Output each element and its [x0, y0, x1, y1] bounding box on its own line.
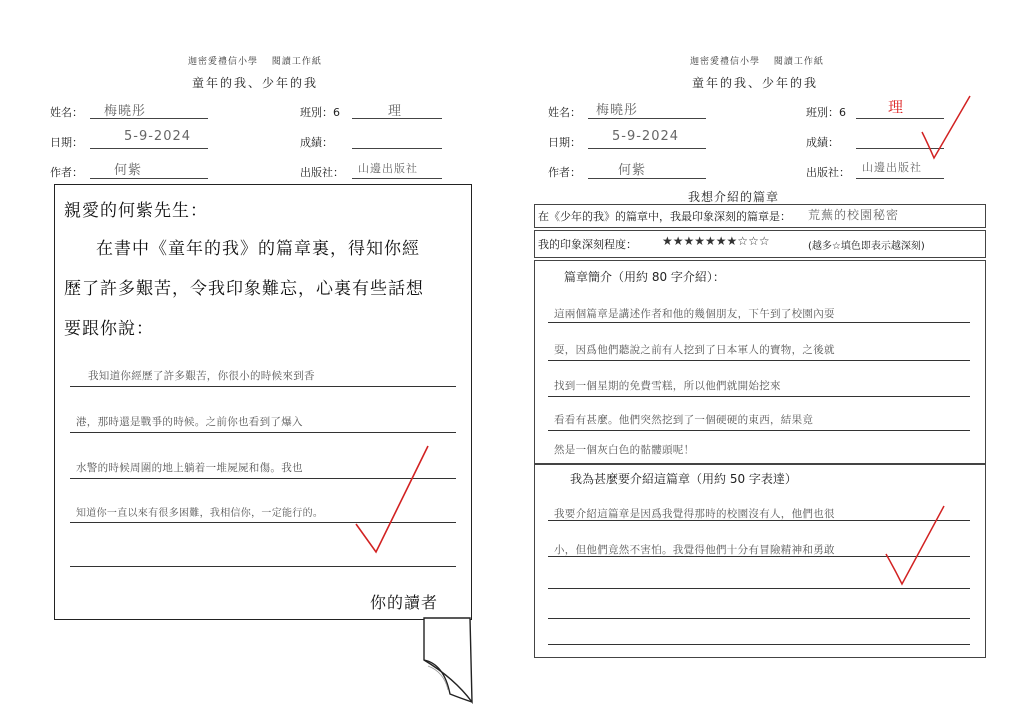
why-hand-line-1: 我要介紹這篇章是因爲我覺得那時的校園沒有人，他們也很 [554, 508, 835, 520]
letter-line-2: 歷了許多艱苦，令我印象難忘，心裏有些話想 [64, 279, 424, 299]
writing-line [548, 618, 970, 619]
author-value: 何紫 [114, 163, 143, 178]
right-worksheet [512, 0, 1024, 724]
impress-prompt: 在《少年的我》的篇章中，我最印象深刻的篇章是： [538, 210, 791, 223]
date-label: 日期： [50, 136, 83, 149]
intro-hand-line-2: 耍，因爲他們聽說之前有人挖到了日本軍人的寶物，之後就 [554, 344, 835, 356]
letter-line-3: 要跟你說： [64, 319, 154, 339]
hand-line-1: 我知道你經歷了許多艱苦，你很小的時候來到香 [88, 370, 315, 382]
author-line [588, 162, 706, 179]
teacher-check-mark-icon [350, 440, 440, 560]
publisher-value: 山邊出版社 [358, 162, 418, 175]
score-line [352, 132, 442, 149]
teacher-check-mark-icon [918, 92, 978, 172]
writing-line [70, 386, 456, 387]
writing-line [548, 430, 970, 431]
name-value: 梅曉彤 [596, 103, 639, 118]
class-value: 理 [888, 98, 904, 116]
name-label: 姓名： [50, 106, 83, 119]
class-label: 班別：6 [300, 106, 340, 119]
intro-label: 篇章簡介（用約 80 字介紹）： [564, 270, 725, 284]
date-value: 5-9-2024 [612, 129, 680, 144]
name-label: 姓名： [548, 106, 581, 119]
letter-signoff: 你的讀者 [370, 593, 439, 612]
school-header: 迦密愛禮信小學 閱讀工作紙 [690, 57, 824, 67]
hand-line-2: 港，那時還是戰爭的時候。之前你也看到了爆入 [76, 416, 303, 428]
letter-line-1: 在書中《童年的我》的篇章裏，得知你經 [96, 239, 420, 259]
writing-line [548, 396, 970, 397]
author-label: 作者： [548, 166, 581, 179]
intro-hand-line-5: 然是一個灰白色的骷髏頭呢！ [554, 444, 695, 456]
hand-line-3: 水警的時候周圍的地上躺着一堆屍屍和傷。我也 [76, 462, 303, 474]
score-label: 成績： [806, 136, 839, 149]
author-value: 何紫 [618, 163, 647, 178]
school-header: 迦密愛禮信小學 閱讀工作紙 [188, 57, 322, 67]
hand-line-4: 知道你一直以來有很多困難，我相信你，一定能行的。 [76, 508, 324, 519]
rating-stars: ★★★★★★★☆☆☆ [662, 234, 770, 248]
teacher-check-mark-icon [882, 500, 952, 590]
why-label: 我為甚麼要介紹這篇章（用約 50 字表達） [570, 472, 797, 486]
date-value: 5-9-2024 [124, 129, 192, 144]
writing-line [548, 360, 970, 361]
class-label: 班別：6 [806, 106, 846, 119]
publisher-value: 山邊出版社 [862, 161, 922, 174]
worksheet-title: 童年的我、少年的我 [192, 76, 319, 90]
class-value: 理 [388, 104, 403, 119]
date-label: 日期： [548, 136, 581, 149]
writing-line [70, 432, 456, 433]
writing-line [548, 644, 970, 645]
letter-greeting: 親愛的何紫先生： [64, 201, 208, 221]
author-line [90, 162, 208, 179]
score-label: 成績： [300, 136, 333, 149]
name-value: 梅曉彤 [104, 104, 147, 119]
author-label: 作者： [50, 166, 83, 179]
intro-hand-line-3: 找到一個星期的免費雪糕，所以他們就開始挖來 [554, 380, 781, 392]
impress-answer: 荒蕪的校園秘密 [808, 208, 900, 222]
intro-box [534, 260, 986, 464]
publisher-label: 出版社： [806, 166, 850, 179]
writing-line [70, 566, 456, 567]
intro-hand-line-4: 看看有甚麼。他們突然挖到了一個硬硬的東西，結果竟 [554, 414, 814, 426]
publisher-label: 出版社： [300, 166, 344, 179]
section-title: 我想介紹的篇章 [688, 190, 780, 204]
rating-note: (越多☆填色即表示越深刻) [808, 241, 925, 252]
intro-hand-line-1: 這兩個篇章是講述作者和他的幾個朋友，下午到了校園內耍 [554, 308, 835, 320]
writing-line [548, 322, 970, 323]
why-hand-line-2: 小，但他們竟然不害怕。我覺得他們十分有冒險精神和勇敢 [554, 544, 835, 556]
worksheet-title: 童年的我、少年的我 [692, 76, 819, 90]
curled-corner-icon [414, 598, 484, 708]
rating-label: 我的印象深刻程度： [538, 238, 637, 251]
